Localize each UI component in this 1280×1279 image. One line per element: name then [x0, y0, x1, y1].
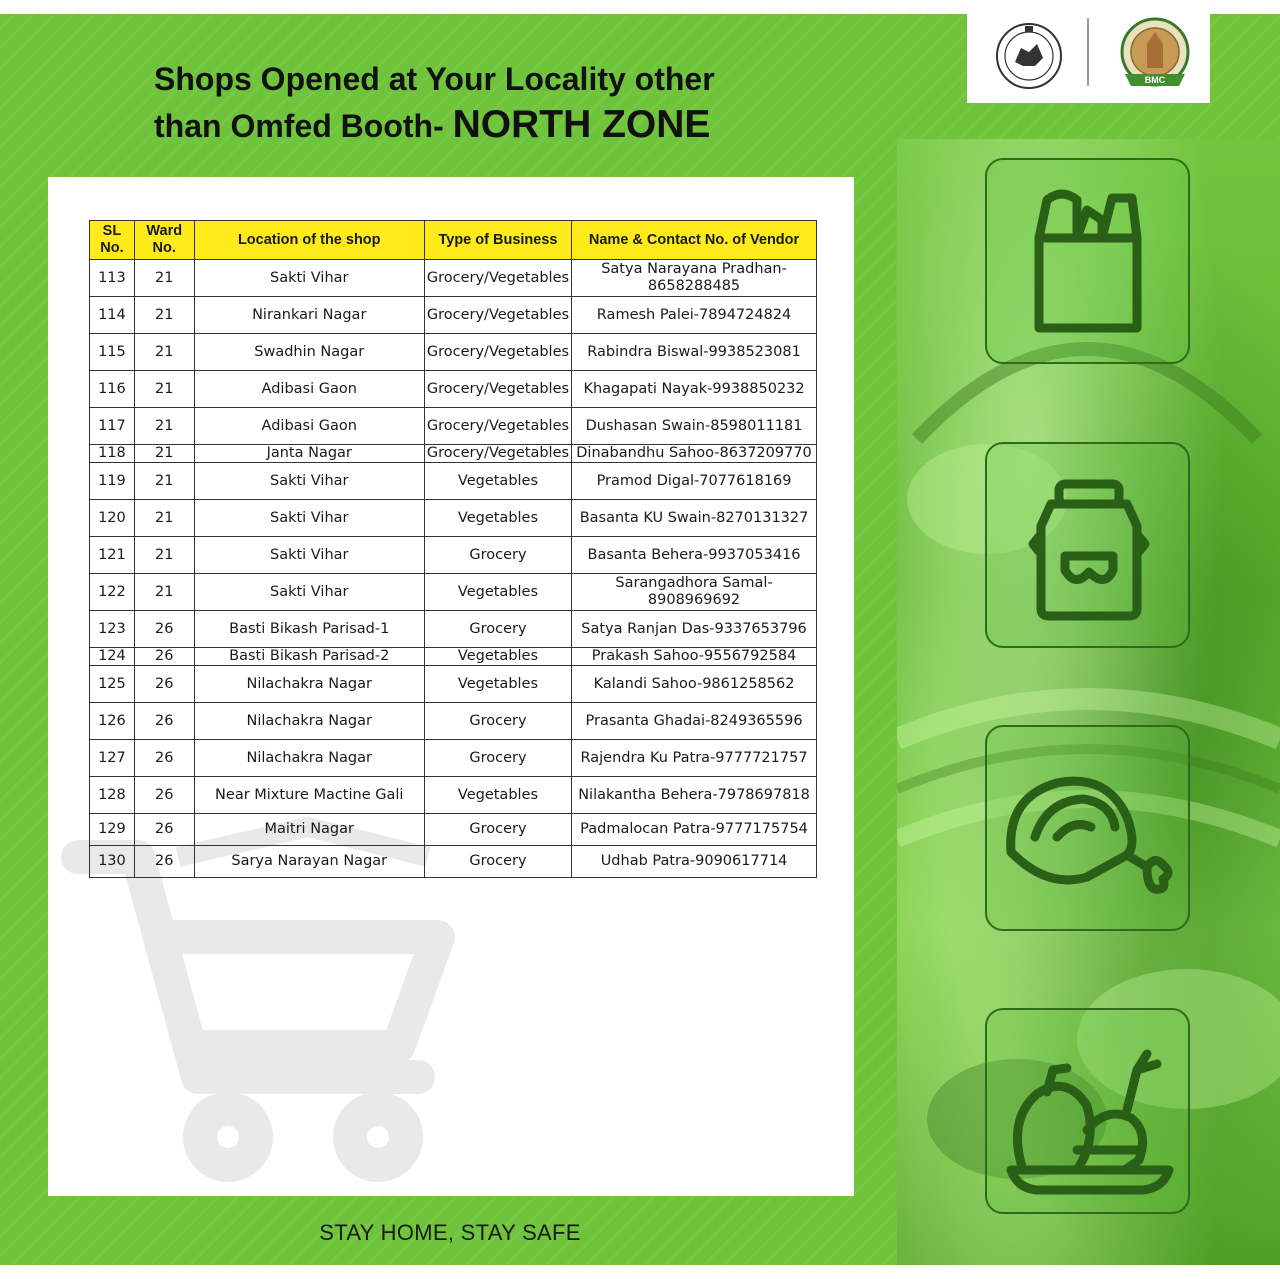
cell-location: Swadhin Nagar — [194, 334, 424, 371]
cell-location: Maitri Nagar — [194, 814, 424, 846]
cell-type: Grocery/Vegetables — [424, 334, 571, 371]
table-row — [90, 814, 817, 846]
cell-sl: 119 — [90, 463, 135, 500]
title-line-2 — [154, 102, 854, 149]
cell-location: Near Mixture Mactine Gali — [194, 777, 424, 814]
logo-panel — [967, 14, 1210, 103]
cell-sl: 114 — [90, 297, 135, 334]
cell-vendor: Ramesh Palei-7894724824 — [572, 297, 817, 334]
cell-ward: 26 — [134, 666, 194, 703]
cell-sl: 122 — [90, 574, 135, 611]
cell-location: Adibasi Gaon — [194, 408, 424, 445]
table-row — [90, 537, 817, 574]
grocery-bag-icon — [987, 160, 1192, 366]
cell-ward: 26 — [134, 648, 194, 666]
table-row — [90, 666, 817, 703]
table-row — [90, 408, 817, 445]
cell-vendor: Padmalocan Patra-9777175754 — [572, 814, 817, 846]
cell-ward: 26 — [134, 777, 194, 814]
cell-sl: 126 — [90, 703, 135, 740]
header-ward: Ward No. — [134, 221, 194, 260]
cell-type: Vegetables — [424, 777, 571, 814]
cell-location: Sakti Vihar — [194, 500, 424, 537]
cell-sl: 120 — [90, 500, 135, 537]
cell-ward: 21 — [134, 500, 194, 537]
cell-type: Grocery — [424, 537, 571, 574]
milk-jar-tile — [985, 442, 1190, 648]
cell-ward: 26 — [134, 814, 194, 846]
cell-sl: 130 — [90, 846, 135, 878]
cell-vendor: Basanta KU Swain-8270131327 — [572, 500, 817, 537]
table-row — [90, 846, 817, 878]
cell-vendor: Satya Ranjan Das-9337653796 — [572, 611, 817, 648]
cell-vendor: Udhab Patra-9090617714 — [572, 846, 817, 878]
cell-ward: 21 — [134, 260, 194, 297]
cell-location: Basti Bikash Parisad-2 — [194, 648, 424, 666]
milk-jar-icon — [987, 444, 1192, 650]
page-title — [154, 56, 854, 149]
cell-location: Adibasi Gaon — [194, 371, 424, 408]
cell-ward: 21 — [134, 463, 194, 500]
table-row — [90, 463, 817, 500]
cell-vendor: Dinabandhu Sahoo-8637209770 — [572, 445, 817, 463]
cell-location: Sakti Vihar — [194, 260, 424, 297]
cell-vendor: Kalandi Sahoo-9861258562 — [572, 666, 817, 703]
cell-ward: 21 — [134, 445, 194, 463]
cell-sl: 129 — [90, 814, 135, 846]
cell-type: Vegetables — [424, 574, 571, 611]
table-row — [90, 334, 817, 371]
footer-slogan: STAY HOME, STAY SAFE — [319, 1220, 581, 1245]
header-location: Location of the shop — [194, 221, 424, 260]
header-sl: SL No. — [90, 221, 135, 260]
cell-vendor: Prasanta Ghadai-8249365596 — [572, 703, 817, 740]
vegetables-bowl-tile — [985, 1008, 1190, 1214]
table-row — [90, 297, 817, 334]
header-vendor: Name & Contact No. of Vendor — [572, 221, 817, 260]
cell-type: Vegetables — [424, 666, 571, 703]
cell-type: Vegetables — [424, 648, 571, 666]
cell-vendor: Satya Narayana Pradhan-8658288485 — [572, 260, 817, 297]
table-row — [90, 703, 817, 740]
cell-ward: 21 — [134, 371, 194, 408]
cell-ward: 21 — [134, 408, 194, 445]
table-row — [90, 648, 817, 666]
cell-vendor: Rabindra Biswal-9938523081 — [572, 334, 817, 371]
cell-location: Sarya Narayan Nagar — [194, 846, 424, 878]
cell-type: Grocery — [424, 740, 571, 777]
logo-divider — [1087, 18, 1089, 86]
cell-type: Grocery — [424, 846, 571, 878]
cell-ward: 21 — [134, 574, 194, 611]
cell-vendor: Basanta Behera-9937053416 — [572, 537, 817, 574]
vegetables-bowl-icon — [987, 1010, 1192, 1216]
cell-location: Nilachakra Nagar — [194, 666, 424, 703]
header-type: Type of Business — [424, 221, 571, 260]
table-row — [90, 777, 817, 814]
cell-sl: 124 — [90, 648, 135, 666]
cell-ward: 26 — [134, 846, 194, 878]
bmc-emblem-icon — [1117, 16, 1193, 98]
table-row — [90, 371, 817, 408]
cell-vendor: Rajendra Ku Patra-9777721757 — [572, 740, 817, 777]
cell-sl: 128 — [90, 777, 135, 814]
title-line-1: Shops Opened at Your Locality other — [154, 61, 715, 97]
cell-vendor: Khagapati Nayak-9938850232 — [572, 371, 817, 408]
cell-ward: 26 — [134, 611, 194, 648]
cell-sl: 115 — [90, 334, 135, 371]
table-row — [90, 500, 817, 537]
cell-type: Grocery — [424, 611, 571, 648]
cell-location: Sakti Vihar — [194, 574, 424, 611]
cell-vendor: Dushasan Swain-8598011181 — [572, 408, 817, 445]
cell-ward: 26 — [134, 740, 194, 777]
cell-ward: 26 — [134, 703, 194, 740]
cell-sl: 117 — [90, 408, 135, 445]
cell-type: Grocery/Vegetables — [424, 297, 571, 334]
zone-name: NORTH ZONE — [452, 103, 711, 146]
cell-sl: 113 — [90, 260, 135, 297]
bmc-label: BMC — [1144, 75, 1166, 85]
chicken-leg-tile — [985, 725, 1190, 931]
cell-sl: 125 — [90, 666, 135, 703]
cell-location: Nirankari Nagar — [194, 297, 424, 334]
cell-vendor: Sarangadhora Samal-8908969692 — [572, 574, 817, 611]
cell-ward: 21 — [134, 297, 194, 334]
cell-sl: 116 — [90, 371, 135, 408]
cell-type: Vegetables — [424, 500, 571, 537]
title-line-2-prefix: than Omfed Booth- — [154, 108, 453, 144]
table-row — [90, 445, 817, 463]
cell-sl: 118 — [90, 445, 135, 463]
cell-location: Sakti Vihar — [194, 537, 424, 574]
table-header-row — [90, 221, 817, 260]
cell-vendor: Pramod Digal-7077618169 — [572, 463, 817, 500]
cell-type: Grocery/Vegetables — [424, 445, 571, 463]
cell-type: Grocery — [424, 814, 571, 846]
cell-location: Nilachakra Nagar — [194, 740, 424, 777]
cell-vendor: Nilakantha Behera-7978697818 — [572, 777, 817, 814]
table-row — [90, 740, 817, 777]
cell-sl: 121 — [90, 537, 135, 574]
cell-location: Nilachakra Nagar — [194, 703, 424, 740]
table-row — [90, 574, 817, 611]
cell-ward: 21 — [134, 537, 194, 574]
cell-type: Grocery — [424, 703, 571, 740]
table-row — [90, 260, 817, 297]
cell-type: Grocery/Vegetables — [424, 408, 571, 445]
cell-type: Grocery/Vegetables — [424, 260, 571, 297]
cell-type: Grocery/Vegetables — [424, 371, 571, 408]
cell-location: Janta Nagar — [194, 445, 424, 463]
cell-sl: 123 — [90, 611, 135, 648]
cell-location: Basti Bikash Parisad-1 — [194, 611, 424, 648]
table-card — [48, 177, 854, 1196]
table-row — [90, 611, 817, 648]
cell-type: Vegetables — [424, 463, 571, 500]
grocery-bag-tile — [985, 158, 1190, 364]
cell-ward: 21 — [134, 334, 194, 371]
cell-vendor: Prakash Sahoo-9556792584 — [572, 648, 817, 666]
cell-location: Sakti Vihar — [194, 463, 424, 500]
cell-sl: 127 — [90, 740, 135, 777]
chicken-leg-icon — [987, 727, 1192, 933]
poster-background — [0, 14, 1280, 1265]
odisha-emblem-icon — [989, 18, 1069, 96]
shops-table — [89, 220, 817, 878]
